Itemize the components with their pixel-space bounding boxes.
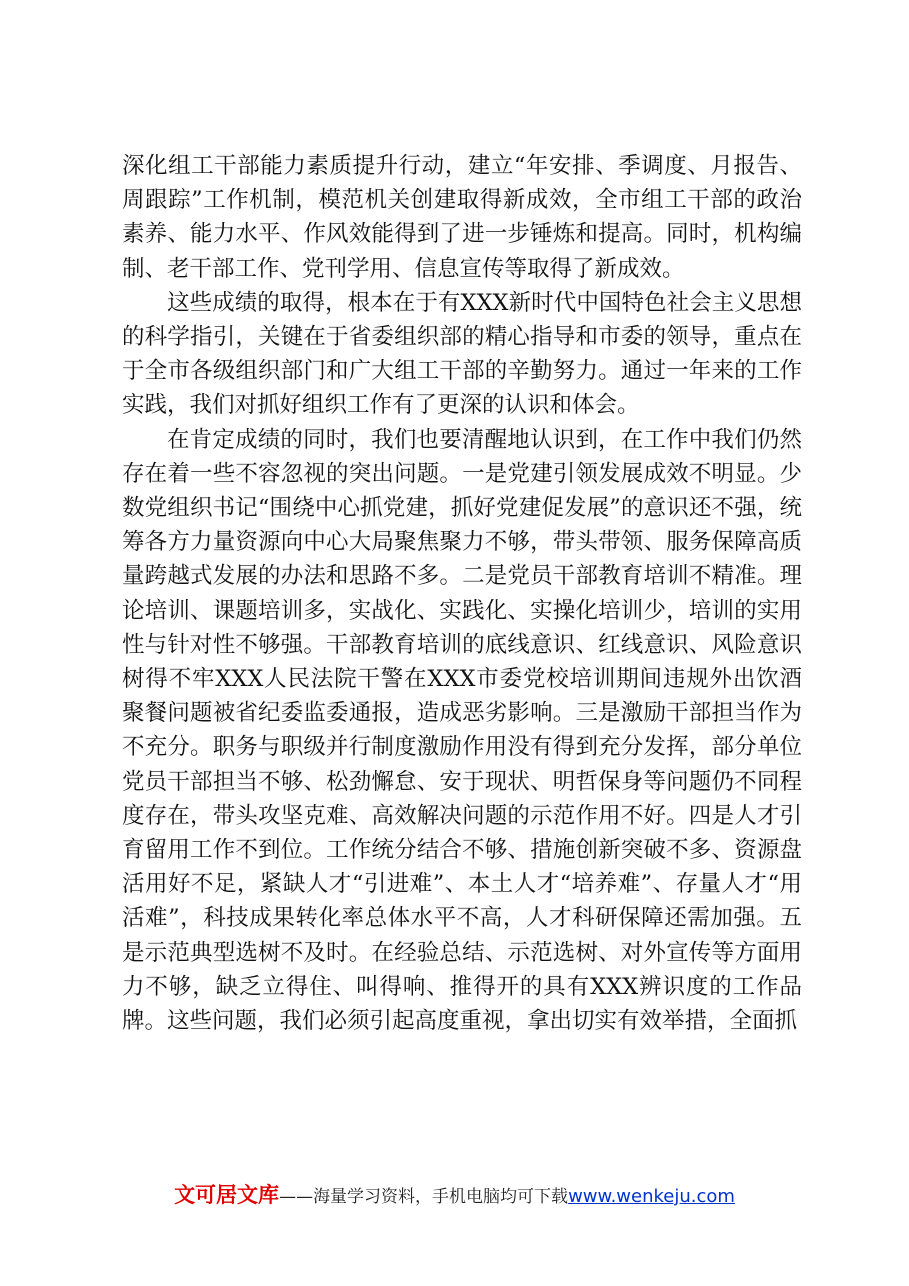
footer-brand: 文可居文库 (174, 1183, 280, 1207)
page-footer (0, 1180, 909, 1212)
footer-slogan: ——海量学习资料，手机电脑均可下载 (279, 1187, 569, 1207)
paragraph-3: 在肯定成绩的同时，我们也要清醒地认识到，在工作中我们仍然存在着一些不容忽视的突出问题。一是党建引领发展成效不明显。少数党组织书记“围绕中心抓党建，抓好党建促发展”的意识还不强，统筹各方力量资源向中心大局聚焦聚力不够，带头带领、服务保障高质量跨越式发展的办法和思路不多。二是党员干部教育培训不精准。理论培训、课题培训多，实战化、实践化、实操化培训少，培训的实用性与针对性不够强。干部教育培训的底线意识、红线意识、风险意识树得不牢XXX人民法院干警在XXX市委党校培训期间违规外出饮酒聚餐问题被省纪委监委通报，造成恶劣影响。三是激励干部担当作为不充分。职务与职级并行制度激励作用没有得到充分发挥，部分单位党员干部担当不够、松劲懈怠、安于现状、明哲保身等问题仍不同程度存在，带头攻坚克难、高效解决问题的示范作用不好。四是人才引育留用工作不到位。工作统分结合不够、措施创新突破不多、资源盘活用好不足，紧缺人才“引进难”、本土人才“培养难”、存量人才“用活难”，科技成果转化率总体水平不高，人才科研保障还需加强。五是示范典型选树不及时。在经验总结、示范选树、对外宣传等方面用力不够，缺乏立得住、叫得响、推得开的具有XXX辨识度的工作品牌。这些问题，我们必须引起高度重视，拿出切实有效举措，全面抓 (122, 426, 802, 1035)
document-body (122, 149, 802, 1038)
paragraph-1: 深化组工干部能力素质提升行动，建立“年安排、季调度、月报告、周跟踪”工作机制，模范机关创建取得新成效，全市组工干部的政治素养、能力水平、作风效能得到了进一步锤炼和提高。同时，机构编制、老干部工作、党刊学用、信息宣传等取得了新成效。 (122, 153, 802, 282)
footer-website-link[interactable]: www.wenkeju.com (568, 1186, 735, 1207)
paragraph-2: 这些成绩的取得，根本在于有XXX新时代中国特色社会主义思想的科学指引，关键在于省委组织部的精心指导和市委的领导，重点在于全市各级组织部门和广大组工干部的辛勤努力。通过一年来的工作实践，我们对抓好组织工作有了更深的认识和体会。 (122, 289, 802, 419)
